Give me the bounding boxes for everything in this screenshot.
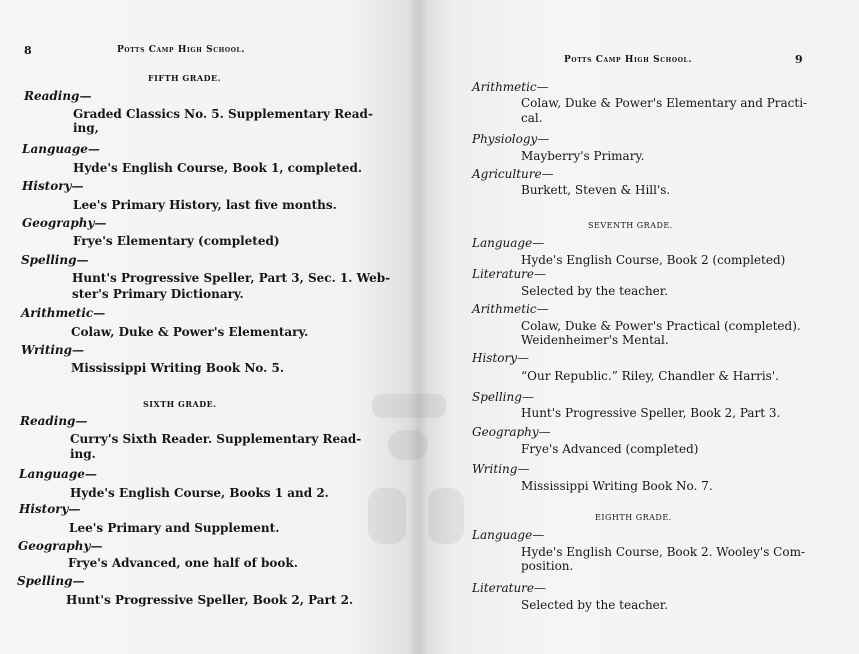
page-number: 8 (24, 44, 32, 57)
paper-stain (428, 488, 464, 544)
entry-line: “Our Republic.” Riley, Chandler & Harris'. (521, 369, 779, 383)
subject-label: Physiology— (472, 132, 550, 146)
subject-label: History— (19, 502, 81, 516)
entry-line: Burkett, Steven & Hill's. (521, 183, 671, 197)
entry-line: Frye's Advanced (completed) (521, 442, 699, 456)
subject-label: Literature— (472, 267, 547, 281)
entry-line: Hyde's English Course, Books 1 and 2. (70, 486, 329, 500)
subject-label: Reading— (24, 89, 92, 103)
subject-label: Geography— (22, 216, 107, 230)
entry-line: Selected by the teacher. (521, 284, 669, 298)
entry-line: ing. (70, 447, 96, 461)
subject-label: Reading— (20, 414, 88, 428)
entry-line: Hunt's Progressive Speller, Part 3, Sec. 1. Web- (72, 271, 391, 285)
subject-label: Literature— (472, 581, 547, 595)
entry-line: Hunt's Progressive Speller, Book 2, Part 2. (66, 593, 354, 607)
entry-line: Hyde's English Course, Book 2 (completed) (521, 253, 786, 267)
grade-heading: SIXTH GRADE. (143, 399, 217, 409)
entry-line: ing, (73, 121, 99, 135)
grade-heading: FIFTH GRADE. (148, 73, 221, 83)
right-page (418, 0, 859, 654)
page-number: 9 (795, 53, 803, 66)
entry-line: Colaw, Duke & Power's Elementary. (71, 325, 309, 339)
entry-line: Graded Classics No. 5. Supplementary Read- (73, 107, 373, 121)
grade-heading: EIGHTH GRADE. (595, 513, 672, 522)
entry-line: Colaw, Duke & Power's Practical (completed). (521, 319, 801, 333)
entry-line: Frye's Advanced, one half of book. (68, 556, 298, 570)
paper-stain (368, 488, 406, 544)
entry-line: Weidenheimer's Mental. (521, 333, 669, 347)
grade-heading: SEVENTH GRADE. (588, 221, 673, 230)
entry-line: Hunt's Progressive Speller, Book 2, Part 3. (521, 406, 781, 420)
subject-label: Arithmetic— (472, 302, 549, 316)
entry-line: Frye's Elementary (completed) (73, 234, 280, 248)
subject-label: Language— (472, 528, 545, 542)
entry-line: Lee's Primary History, last five months. (73, 198, 337, 212)
running-head: Potts Camp High School. (117, 45, 246, 55)
subject-label: Arithmetic— (472, 80, 549, 94)
entry-line: Selected by the teacher. (521, 598, 669, 612)
subject-label: History— (22, 179, 84, 193)
running-head: Potts Camp High School. (564, 55, 693, 65)
subject-label: Spelling— (17, 574, 85, 588)
paper-stain (372, 394, 446, 418)
subject-label: Spelling— (21, 253, 89, 267)
subject-label: Agriculture— (472, 167, 554, 181)
subject-label: Geography— (18, 539, 103, 553)
subject-label: Writing— (472, 462, 530, 476)
entry-line: Lee's Primary and Supplement. (69, 521, 280, 535)
entry-line: Mississippi Writing Book No. 5. (71, 361, 284, 375)
entry-line: Hyde's English Course, Book 1, completed. (73, 161, 363, 175)
subject-label: History— (472, 351, 530, 365)
left-page (0, 0, 418, 654)
entry-line: Colaw, Duke & Power's Elementary and Practi- (521, 96, 808, 110)
entry-line: Curry's Sixth Reader. Supplementary Read- (70, 432, 362, 446)
book-gutter (408, 0, 428, 654)
subject-label: Arithmetic— (21, 306, 106, 320)
subject-label: Spelling— (472, 390, 534, 404)
entry-line: cal. (521, 111, 543, 125)
entry-line: Mayberry's Primary. (521, 149, 645, 163)
entry-line: Mississippi Writing Book No. 7. (521, 479, 713, 493)
paper-stain (388, 430, 428, 460)
subject-label: Language— (22, 142, 100, 156)
subject-label: Writing— (21, 343, 85, 357)
subject-label: Language— (472, 236, 545, 250)
subject-label: Language— (19, 467, 97, 481)
entry-line: Hyde's English Course, Book 2. Wooley's Com- (521, 545, 806, 559)
subject-label: Geography— (472, 425, 551, 439)
entry-line: ster's Primary Dictionary. (72, 287, 244, 301)
entry-line: position. (521, 559, 574, 573)
